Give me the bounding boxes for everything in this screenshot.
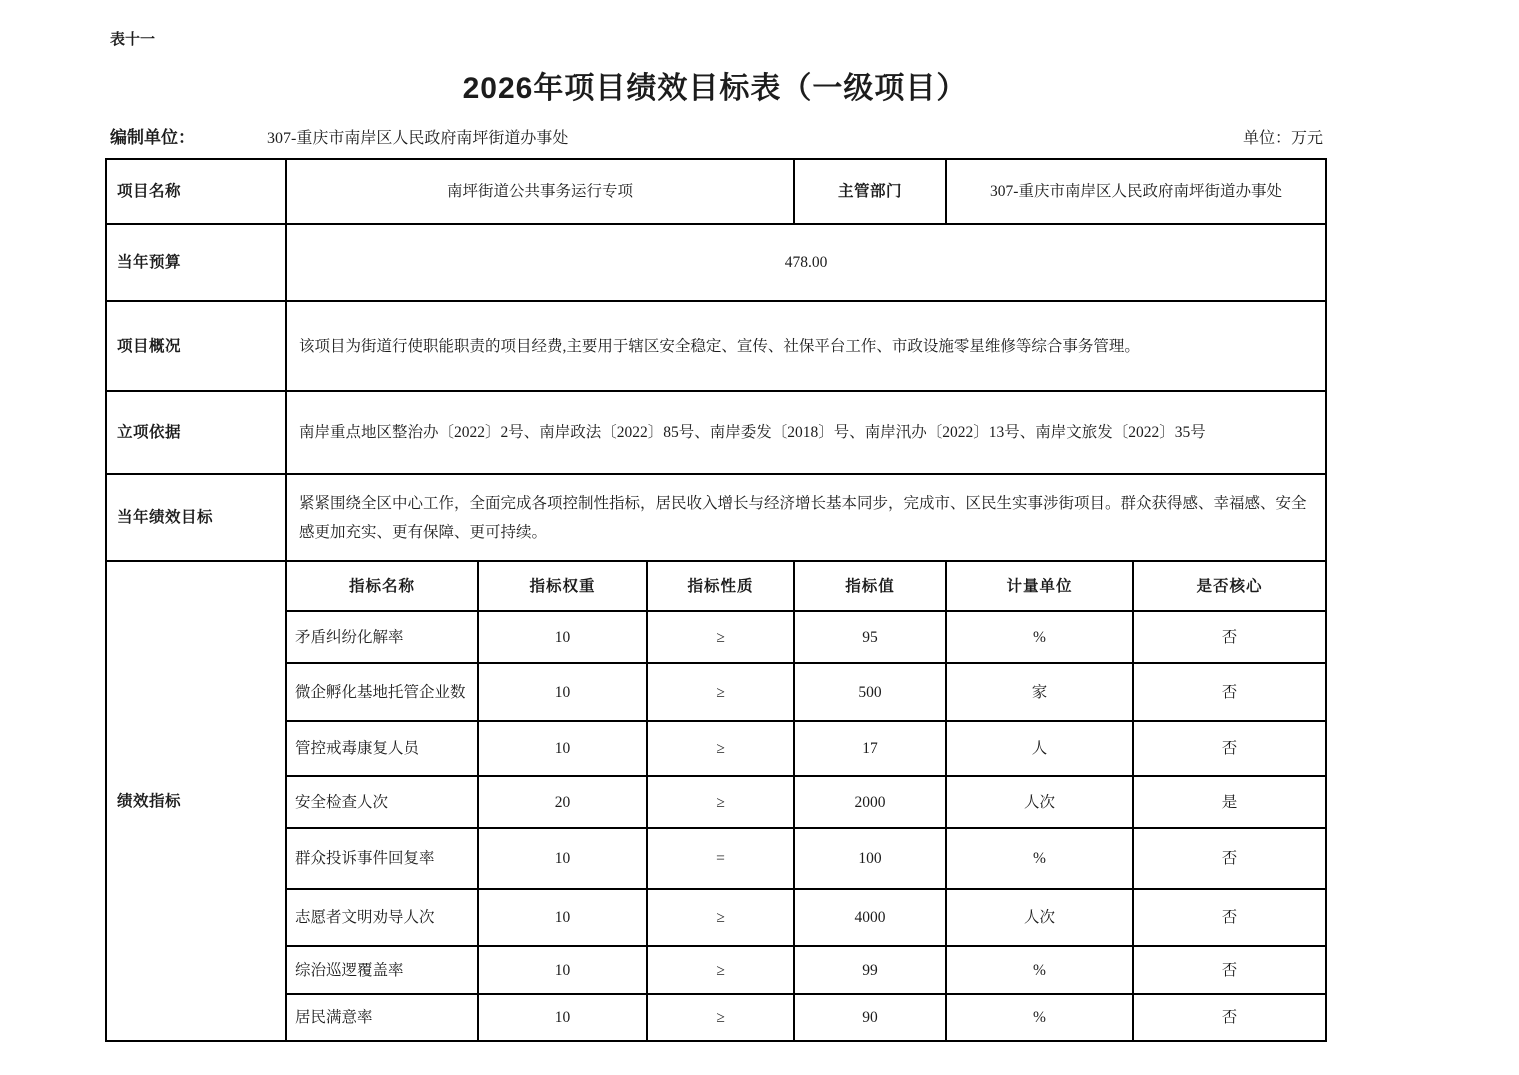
annual-goal-value: 紧紧围绕全区中心工作，全面完成各项控制性指标，居民收入增长与经济增长基本同步，完成市、区民生实事涉街项目。群众获得感、幸福感、安全感更加充实、更有保障、更可持续。: [286, 474, 1326, 561]
row-overview: [106, 301, 1326, 391]
indicator-weight: 10: [478, 663, 647, 721]
page-title: 2026年项目绩效目标表（一级项目）: [462, 72, 968, 105]
indicator-row: [106, 994, 1326, 1041]
indicator-nature: ≥: [647, 663, 794, 721]
prepared-by-value: 307-重庆市南岸区人民政府南坪街道办事处: [267, 130, 569, 147]
indicator-row: [106, 721, 1326, 776]
indicator-weight: 10: [478, 994, 647, 1041]
indicator-name: 志愿者文明劝导人次: [286, 889, 478, 946]
indicators-section-label: 绩效指标: [106, 561, 286, 1041]
indicator-unit: %: [946, 828, 1133, 889]
budget-label: 当年预算: [106, 224, 286, 301]
indicator-value: 2000: [794, 776, 946, 828]
table-number-tag: 表十一: [110, 32, 156, 48]
indicator-core: 否: [1133, 663, 1326, 721]
indicator-value: 95: [794, 611, 946, 663]
indicator-row: [106, 828, 1326, 889]
indicator-value: 100: [794, 828, 946, 889]
basis-value: 南岸重点地区整治办〔2022〕2号、南岸政法〔2022〕85号、南岸委发〔2018〕号、南岸汛办〔2022〕13号、南岸文旅发〔2022〕35号: [286, 391, 1326, 474]
prepared-by: [105, 123, 568, 148]
col-header-indicator-name: 指标名称: [286, 561, 478, 611]
info-bar: [105, 123, 1325, 148]
indicator-nature: =: [647, 828, 794, 889]
annual-goal-label: 当年绩效目标: [106, 474, 286, 561]
prepared-by-label: 编制单位：: [110, 128, 195, 147]
indicator-nature: ≥: [647, 721, 794, 776]
indicator-value: 99: [794, 946, 946, 994]
project-name-label: 项目名称: [106, 159, 286, 224]
overview-value: 该项目为街道行使职能职责的项目经费,主要用于辖区安全稳定、宣传、社保平台工作、市政设施零星维修等综合事务管理。: [286, 301, 1326, 391]
unit-note: 单位：万元: [1242, 130, 1323, 147]
project-name-value: 南坪街道公共事务运行专项: [286, 159, 794, 224]
col-header-core: 是否核心: [1133, 561, 1326, 611]
indicator-weight: 10: [478, 721, 647, 776]
indicator-core: 否: [1133, 994, 1326, 1041]
indicator-nature: ≥: [647, 611, 794, 663]
indicator-value: 90: [794, 994, 946, 1041]
indicator-name: 矛盾纠纷化解率: [286, 611, 478, 663]
row-basis: [106, 391, 1326, 474]
overview-label: 项目概况: [106, 301, 286, 391]
col-header-nature: 指标性质: [647, 561, 794, 611]
indicator-value: 4000: [794, 889, 946, 946]
indicator-name: 群众投诉事件回复率: [286, 828, 478, 889]
indicator-row: [106, 946, 1326, 994]
indicator-nature: ≥: [647, 946, 794, 994]
supervisor-label: 主管部门: [794, 159, 946, 224]
basis-label: 立项依据: [106, 391, 286, 474]
indicator-weight: 20: [478, 776, 647, 828]
indicator-row: [106, 663, 1326, 721]
supervisor-value: 307-重庆市南岸区人民政府南坪街道办事处: [946, 159, 1326, 224]
indicator-core: 是: [1133, 776, 1326, 828]
indicator-name: 管控戒毒康复人员: [286, 721, 478, 776]
col-header-value: 指标值: [794, 561, 946, 611]
indicator-core: 否: [1133, 946, 1326, 994]
indicator-unit: 人次: [946, 776, 1133, 828]
indicator-name: 综治巡逻覆盖率: [286, 946, 478, 994]
indicator-name: 安全检查人次: [286, 776, 478, 828]
row-annual-goal: [106, 474, 1326, 561]
col-header-unit: 计量单位: [946, 561, 1133, 611]
indicator-name: 居民满意率: [286, 994, 478, 1041]
indicator-unit: %: [946, 946, 1133, 994]
indicator-unit: 人次: [946, 889, 1133, 946]
indicator-name: 微企孵化基地托管企业数: [286, 663, 478, 721]
indicator-core: 否: [1133, 611, 1326, 663]
col-header-weight: 指标权重: [478, 561, 647, 611]
indicator-core: 否: [1133, 889, 1326, 946]
indicator-unit: %: [946, 994, 1133, 1041]
indicator-nature: ≥: [647, 889, 794, 946]
indicator-row: [106, 611, 1326, 663]
row-project-name: [106, 159, 1326, 224]
budget-value: 478.00: [286, 224, 1326, 301]
indicator-value: 500: [794, 663, 946, 721]
indicator-core: 否: [1133, 721, 1326, 776]
indicator-weight: 10: [478, 889, 647, 946]
indicator-unit: 人: [946, 721, 1133, 776]
row-budget: [106, 224, 1326, 301]
indicator-core: 否: [1133, 828, 1326, 889]
indicator-header-row: [106, 561, 1326, 611]
indicator-value: 17: [794, 721, 946, 776]
performance-target-table: [105, 158, 1327, 1042]
indicator-unit: %: [946, 611, 1133, 663]
indicator-nature: ≥: [647, 776, 794, 828]
indicator-row: [106, 776, 1326, 828]
indicator-weight: 10: [478, 611, 647, 663]
indicator-weight: 10: [478, 946, 647, 994]
indicator-nature: ≥: [647, 994, 794, 1041]
document-sheet: [105, 0, 1325, 1042]
indicator-row: [106, 889, 1326, 946]
indicator-weight: 10: [478, 828, 647, 889]
indicator-unit: 家: [946, 663, 1133, 721]
